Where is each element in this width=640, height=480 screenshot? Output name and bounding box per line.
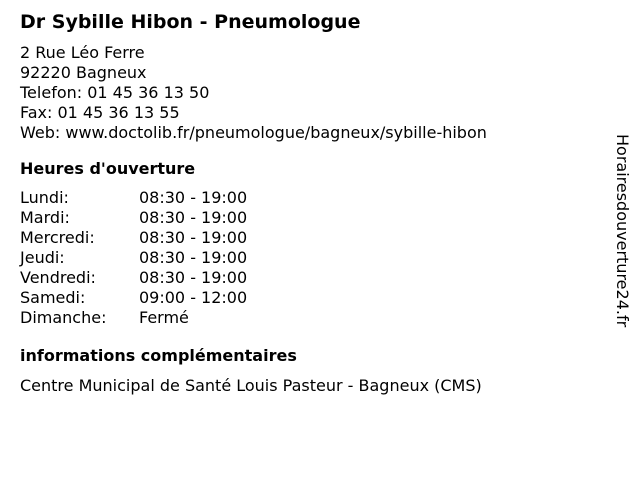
day-label: Mardi:: [20, 208, 70, 227]
day-hours: 08:30 - 19:00: [139, 228, 248, 247]
hours-row-tuesday: [20, 208, 600, 228]
day-hours: 08:30 - 19:00: [139, 268, 248, 287]
day-hours: 08:30 - 19:00: [139, 248, 248, 267]
side-brand-watermark: Horairesdouverture24.fr: [613, 134, 632, 328]
hours-row-monday: [20, 188, 600, 208]
opening-hours-heading: Heures d'ouverture: [20, 159, 196, 178]
opening-hours-list: [20, 188, 600, 328]
day-hours: Fermé: [139, 308, 189, 327]
day-hours: 09:00 - 12:00: [139, 288, 248, 307]
additional-info-text: Centre Municipal de Santé Louis Pasteur - Bagneux (CMS): [20, 376, 482, 395]
day-label: Mercredi:: [20, 228, 95, 247]
website-link[interactable]: Web: www.doctolib.fr/pneumologue/bagneux/sybille-hibon: [20, 123, 487, 142]
practice-card: [20, 9, 600, 396]
city-address: 92220 Bagneux: [20, 63, 147, 82]
day-label: Jeudi:: [20, 248, 65, 267]
day-label: Vendredi:: [20, 268, 96, 287]
additional-info-heading: informations complémentaires: [20, 346, 297, 365]
day-label: Dimanche:: [20, 308, 107, 327]
hours-row-friday: [20, 268, 600, 288]
phone-number[interactable]: Telefon: 01 45 36 13 50: [20, 83, 210, 102]
day-label: Lundi:: [20, 188, 69, 207]
day-label: Samedi:: [20, 288, 86, 307]
hours-row-saturday: [20, 288, 600, 308]
hours-row-sunday: [20, 308, 600, 328]
address-block: [20, 43, 600, 143]
hours-row-thursday: [20, 248, 600, 268]
street-address: 2 Rue Léo Ferre: [20, 43, 145, 62]
day-hours: 08:30 - 19:00: [139, 208, 248, 227]
day-hours: 08:30 - 19:00: [139, 188, 248, 207]
hours-row-wednesday: [20, 228, 600, 248]
fax-number: Fax: 01 45 36 13 55: [20, 103, 180, 122]
page-title: Dr Sybille Hibon - Pneumologue: [20, 11, 361, 33]
